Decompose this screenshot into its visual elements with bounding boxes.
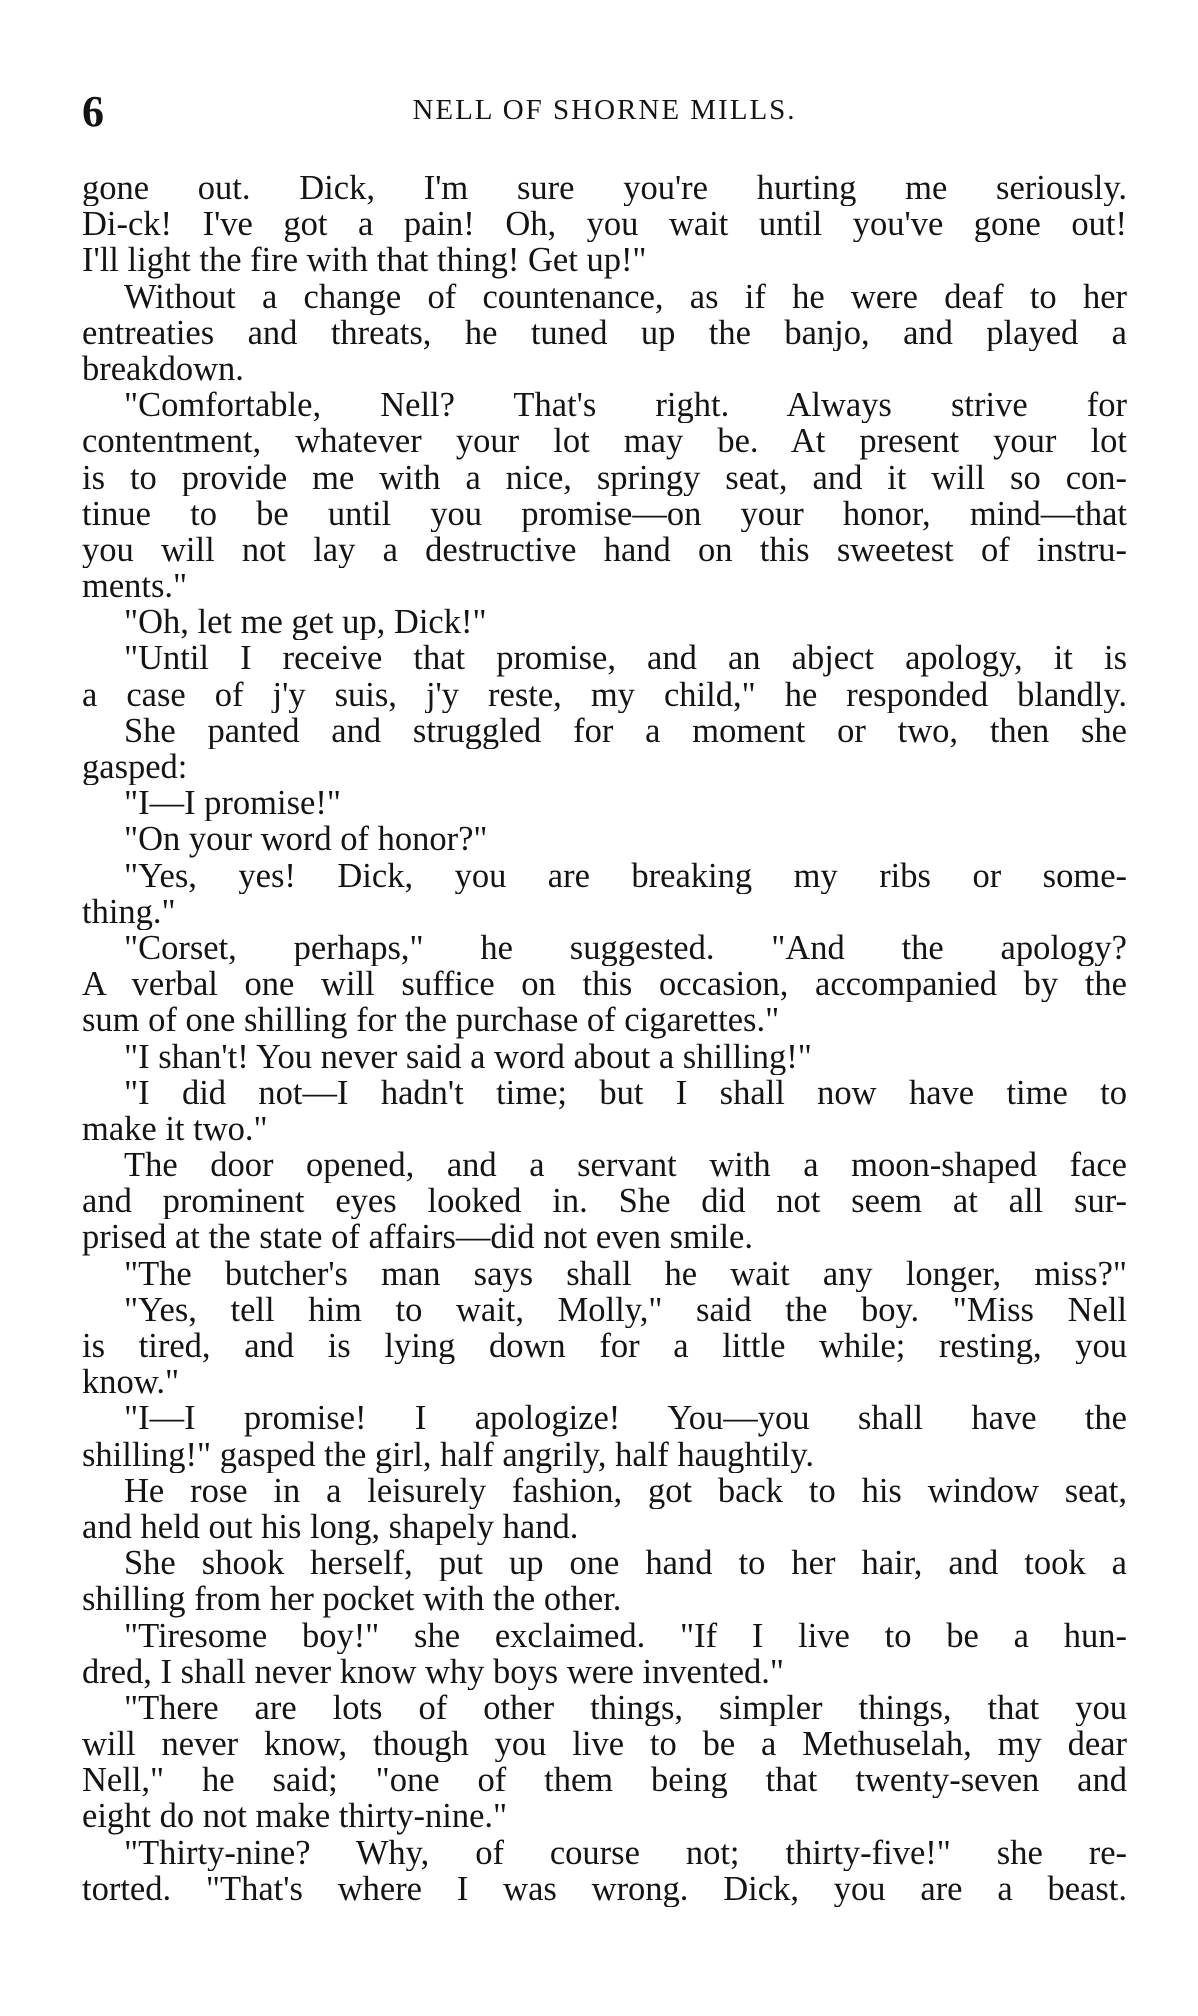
text-line: "Oh, let me get up, Dick!" (124, 604, 487, 641)
text-line: "The butcher's man says shall he wait any longer, miss?" (124, 1255, 1127, 1292)
text-line: Di-ck! I've got a pain! Oh, you wait until you've gone out! (82, 206, 1127, 243)
text-line: gone out. Dick, I'm sure you're hurting me seriously. (82, 170, 1127, 207)
text-line: "On your word of honor?" (124, 821, 488, 858)
text-line: thing." (82, 893, 176, 930)
text-line: eight do not make thirty-nine." (82, 1798, 508, 1835)
book-page (82, 87, 1127, 1907)
text-line: "Tiresome boy!" she exclaimed. "If I live to be a hun- (124, 1617, 1127, 1654)
text-line: and prominent eyes looked in. She did not seem at all sur- (82, 1183, 1127, 1220)
text-line: shilling!" gasped the girl, half angrily, half haughtily. (82, 1436, 815, 1473)
text-line: gasped: (82, 749, 188, 786)
text-line: "Yes, yes! Dick, you are breaking my ribs or some- (124, 857, 1127, 894)
text-line: will never know, though you live to be a Methuselah, my dear (82, 1726, 1127, 1763)
text-line: tinue to be until you promise—on your honor, mind—that (82, 495, 1127, 532)
text-line: "I did not—I hadn't time; but I shall now have time to (124, 1074, 1127, 1111)
page-header (82, 87, 1127, 150)
text-line: you will not lay a destructive hand on this sweetest of instru- (82, 531, 1127, 569)
text-line: Nell," he said; "one of them being that twenty-seven and (82, 1762, 1127, 1799)
text-line: shilling from her pocket with the other. (82, 1581, 622, 1618)
text-line: make it two." (82, 1110, 268, 1148)
text-line: a case of j'y suis, j'y reste, my child," he responded blandly. (82, 676, 1127, 713)
page-number: 6 (82, 87, 104, 136)
text-line: Without a change of countenance, as if he were deaf to her (124, 278, 1127, 315)
text-line: torted. "That's where I was wrong. Dick, you are a beast. (82, 1870, 1127, 1907)
text-line: sum of one shilling for the purchase of cigarettes." (82, 1002, 780, 1039)
text-line: I'll light the fire with that thing! Get up!" (82, 242, 647, 279)
text-line: dred, I shall never know why boys were invented." (82, 1653, 784, 1690)
text-line: "There are lots of other things, simpler things, that you (124, 1689, 1127, 1727)
text-line: "Yes, tell him to wait, Molly," said the boy. "Miss Nell (124, 1291, 1127, 1328)
text-line: A verbal one will suffice on this occasion, accompanied by the (82, 966, 1127, 1003)
text-line: entreaties and threats, he tuned up the banjo, and played a (82, 314, 1127, 351)
text-line: She shook herself, put up one hand to her hair, and took a (124, 1545, 1127, 1582)
body-text (82, 170, 1127, 1907)
text-line: and held out his long, shapely hand. (82, 1508, 579, 1546)
text-line: is tired, and is lying down for a little while; resting, you (82, 1328, 1127, 1365)
text-line: "Corset, perhaps," he suggested. "And the apology? (124, 929, 1127, 967)
text-line: prised at the state of affairs—did not even smile. (82, 1219, 753, 1256)
text-line: "I—I promise!" (124, 785, 341, 822)
text-line: breakdown. (82, 350, 244, 388)
text-line: "I—I promise! I apologize! You—you shall have the (124, 1400, 1127, 1437)
text-line: The door opened, and a servant with a moon-shaped face (124, 1147, 1127, 1184)
text-line: "I shan't! You never said a word about a shilling!" (124, 1038, 812, 1075)
text-line: "Comfortable, Nell? That's right. Always strive for (124, 387, 1127, 424)
text-line: is to provide me with a nice, springy seat, and it will so con- (82, 459, 1127, 496)
text-line: He rose in a leisurely fashion, got back to his window seat, (124, 1472, 1127, 1509)
text-line: She panted and struggled for a moment or two, then she (124, 712, 1127, 749)
text-line: "Thirty-nine? Why, of course not; thirty-five!" she re- (124, 1834, 1127, 1871)
text-line: "Until I receive that promise, and an abject apology, it is (124, 640, 1127, 677)
text-line: ments." (82, 568, 188, 605)
text-line: contentment, whatever your lot may be. At present your lot (82, 423, 1127, 460)
running-head: NELL OF SHORNE MILLS. (412, 94, 797, 126)
text-line: know." (82, 1364, 180, 1401)
